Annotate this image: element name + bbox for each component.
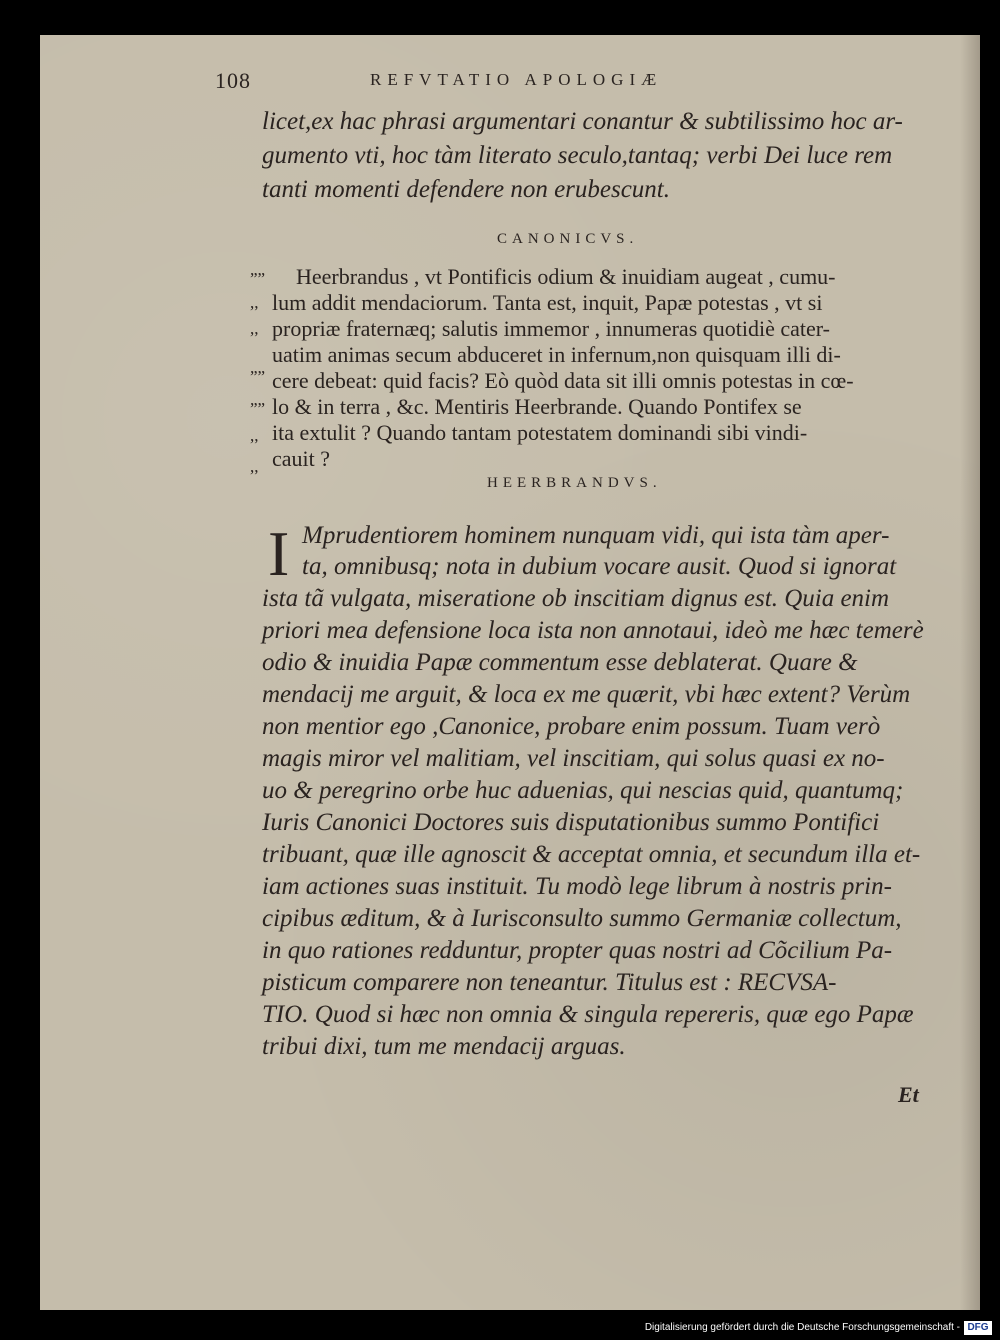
quote-mark: ,, [250,457,259,476]
heerbrandus-line: ta, omnibusq; nota in dubium vocare ausit. Quod si ignorat [302,553,897,580]
heerbrandus-line: priori mea defensione loca ista non annotaui, ideò me hæc temerè [262,617,924,644]
page-edge-shadow [960,35,980,1310]
quote-mark: ,, [250,319,259,338]
canonicus-line: propriæ fraternæq; salutis immemor , innumeras quotidiè cater- [272,316,830,341]
heerbrandus-line: Mprudentiorem hominem nunquam vidi, qui ista tàm aper- [302,522,890,549]
heerbrandus-line: mendacij me arguit, & loca ex me quærit, vbi hæc extent? Verùm [262,681,911,708]
section-heading-canonicus: CANONICVS. [497,231,639,247]
heerbrandus-line: uo & peregrino orbe huc aduenias, qui nescias quid, quantumq; [262,777,904,804]
drop-cap-initial: I [268,518,290,589]
heerbrandus-line: odio & inuidia Papæ commentum esse deblaterat. Quare & [262,649,858,676]
quote-mark: ”” [250,269,266,288]
canonicus-line: Heerbrandus , vt Pontificis odium & inuidiam augeat , cumu- [296,264,836,289]
quote-mark: ”” [250,399,266,418]
canonicus-line: lum addit mendaciorum. Tanta est, inquit, Papæ potestas , vt si [272,290,823,315]
quote-mark: ,, [250,426,259,445]
quote-mark: ”” [250,367,266,386]
heerbrandus-line: magis miror vel malitiam, vel inscitiam, qui solus quasi ex no- [262,745,885,772]
canonicus-line: lo & in terra , &c. Mentiris Heerbrande. Quando Pontifex se [272,394,802,419]
heerbrandus-line: cipibus æditum, & à Iurisconsulto summo Germaniæ collectum, [262,905,902,932]
canonicus-line: ita extulit ? Quando tantam potestatem dominandi sibi vindi- [272,420,808,445]
heerbrandus-line: non mentior ego ,Canonice, probare enim possum. Tuam verò [262,713,881,740]
heerbrandus-line: in quo rationes redduntur, propter quas nostri ad Cõcilium Pa- [262,937,893,964]
canonicus-line: uatim animas secum abduceret in infernum,non quisquam illi di- [272,342,841,367]
catchword: Et [898,1082,919,1107]
heerbrandus-line: pisticum comparere non teneantur. Titulus est : RECVSA- [262,969,837,996]
heerbrandus-line: iam actiones suas instituit. Tu modò lege librum à nostris prin- [262,873,892,900]
footer-credit-text: Digitalisierung gefördert durch die Deutsche Forschungsgemeinschaft - [644,1322,960,1333]
opening-line: licet,ex hac phrasi argumentari conantur & subtilissimo hoc ar- [262,108,903,135]
page-number: 108 [215,68,251,93]
quote-mark: ,, [250,293,259,312]
heerbrandus-line: tribuant, quæ ille agnoscit & acceptat omnia, et secundum illa et- [262,841,921,868]
opening-line: tanti momenti defendere non erubescunt. [262,176,671,203]
digitization-footer [0,1318,1000,1340]
running-title: REFVTATIO APOLOGIÆ [370,70,663,89]
opening-line: gumento vti, hoc tàm literato seculo,tantaq; verbi Dei luce rem [262,142,893,169]
heerbrandus-line: tribui dixi, tum me mendacij arguas. [262,1033,626,1060]
heerbrandus-line: Iuris Canonici Doctores suis disputationibus summo Pontifici [262,809,880,836]
section-heading-heerbrandus: HEERBRANDVS. [487,475,662,491]
canonicus-line: cauit ? [272,446,331,471]
heerbrandus-line: ista tã vulgata, miseratione ob inscitiam dignus est. Quia enim [262,585,890,612]
heerbrandus-line: TIO. Quod si hæc non omnia & singula repereris, quæ ego Papæ [262,1001,914,1028]
dfg-logo: DFG [964,1321,992,1335]
canonicus-line: cere debeat: quid facis? Eò quòd data sit illi omnis potestas in cœ- [272,368,854,393]
